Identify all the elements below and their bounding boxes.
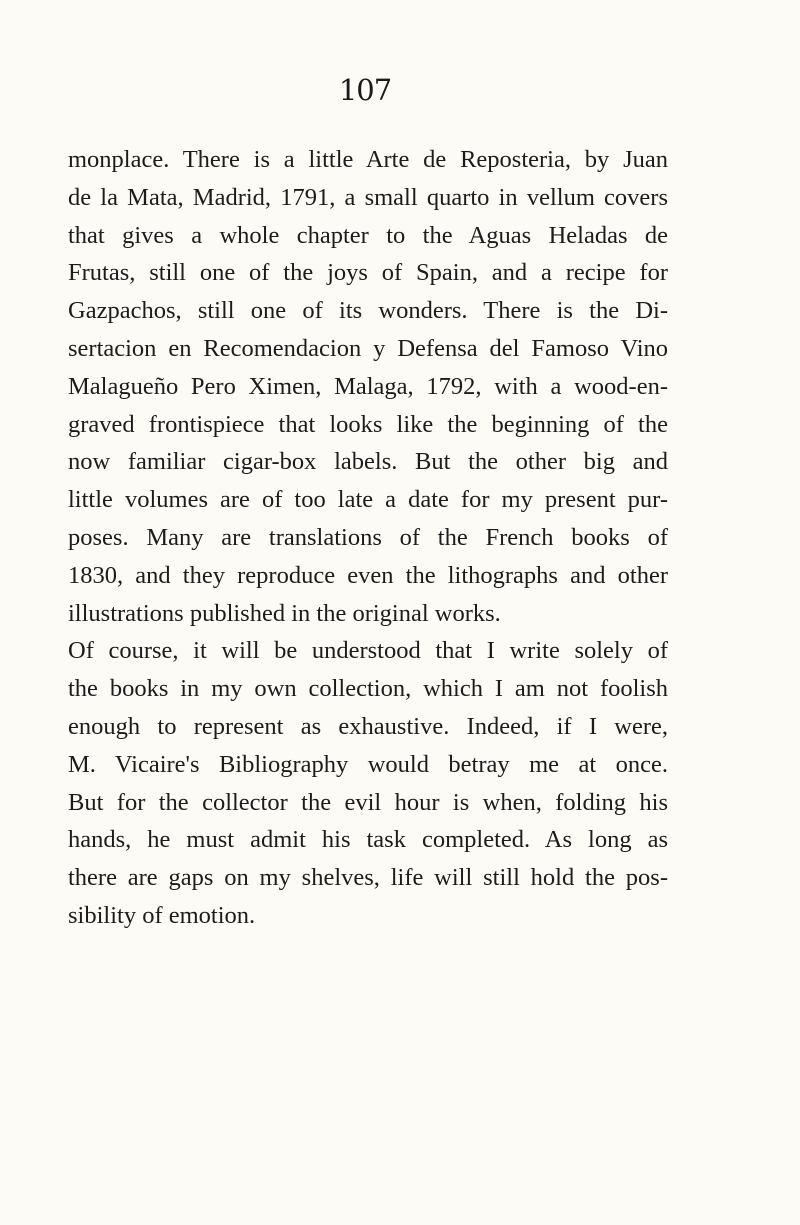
text-line: there are gaps on my shelves, life will still hold the pos- (68, 864, 668, 892)
page-number: 107 (338, 73, 392, 107)
text-line: monplace. There is a little Arte de Reposteria, by Juan (68, 146, 668, 173)
text-line: Malagueño Pero Ximen, Malaga, 1792, with a wood-en- (68, 372, 668, 400)
text-line: But for the collector the evil hour is when, folding his (68, 788, 668, 816)
body-text (68, 141, 668, 935)
text-line: Gazpachos, still one of its wonders. There is the Di- (68, 297, 668, 325)
paragraph-1 (68, 141, 668, 632)
text-line: graved frontispiece that looks like the beginning of the (68, 410, 668, 438)
text-line: illustrations published in the original works. (68, 599, 501, 627)
text-line: enough to represent as exhaustive. Indeed, if I were, (68, 712, 668, 740)
text-line: poses. Many are translations of the French books of (68, 523, 668, 551)
text-line: 1830, and they reproduce even the lithographs and other (68, 561, 668, 589)
paragraph-2 (68, 632, 668, 934)
text-line: Of course, it will be understood that I write solely of (68, 637, 668, 665)
text-line: de la Mata, Madrid, 1791, a small quarto in vellum covers (68, 183, 668, 211)
text-line: that gives a whole chapter to the Aguas Heladas de (68, 221, 668, 249)
text-line: M. Vicaire's Bibliography would betray me at once. (68, 750, 668, 778)
text-line: little volumes are of too late a date for my present pur- (68, 486, 668, 514)
text-line: sertacion en Recomendacion y Defensa del Famoso Vino (68, 334, 668, 362)
text-line: sibility of emotion. (68, 901, 256, 929)
text-line: hands, he must admit his task completed. As long as (68, 826, 668, 854)
text-line: the books in my own collection, which I am not foolish (68, 675, 668, 703)
text-line: Frutas, still one of the joys of Spain, and a recipe for (68, 259, 668, 287)
text-line: now familiar cigar-box labels. But the other big and (68, 448, 668, 476)
